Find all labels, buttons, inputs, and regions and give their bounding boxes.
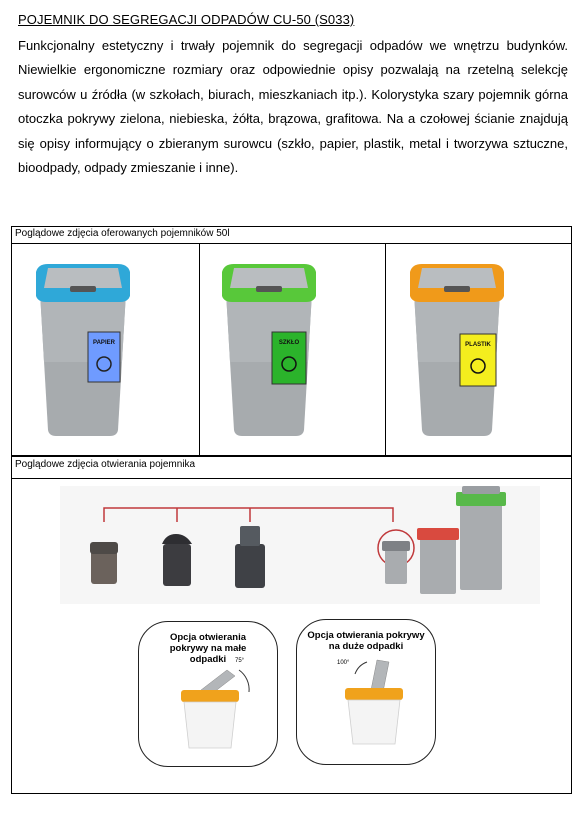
large-lid-option-bubble [296, 619, 436, 765]
cell-divider [199, 243, 200, 455]
cell-divider [385, 243, 386, 455]
small-lid-bin-icon [173, 662, 253, 752]
bin-image-paper [28, 262, 138, 442]
bin-image-glass [214, 262, 324, 442]
bin-label-paper: PAPIER [93, 340, 115, 346]
caption-divider [12, 243, 571, 244]
caption-divider [12, 478, 571, 479]
large-lid-bin-icon [337, 656, 417, 746]
large-lid-angle: 100° [337, 660, 350, 666]
bins-photo-caption: Poglądowe zdjęcia oferowanych pojemników 50l [15, 228, 230, 239]
small-lid-angle: 75° [235, 658, 245, 664]
bin-lineup-illustration [60, 486, 540, 606]
bin-label-plastic: PLASTIK [465, 342, 491, 348]
document-description: Funkcjonalny estetyczny i trwały pojemnik do segregacji odpadów we wnętrzu budynków. Niewielkie ergonomiczne rozmiary oraz odpowiednie opisy pozwalają na rzetelną selekcję surowców u źródła (w szkołach, biurach, mieszkaniach itp.). Kolorystyka szary pojemnik górna otoczka pokrywy zielona, niebieska, żółta, brązowa, grafitowa. Na a czołowej ścianie znajdują się opisy informujący o zbieranym surowcu (szkło, papier, plastik, metal i tworzywa sztuczne, bioodpady, odpady zmieszanie i inne). [18, 38, 568, 176]
large-lid-option-title: Opcja otwierania pokrywy na duże odpadki [307, 630, 425, 652]
bin-label-glass: SZKŁO [278, 340, 300, 346]
opening-photo-caption: Poglądowe zdjęcia otwierania pojemnika [15, 459, 196, 470]
bin-image-plastic [402, 262, 512, 442]
small-lid-option-bubble [138, 621, 278, 767]
document-title: POJEMNIK DO SEGREGACJI ODPADÓW CU-50 (S033) [18, 12, 355, 27]
small-lid-option-title: Opcja otwierania pokrywy na małe odpadki [169, 632, 247, 665]
